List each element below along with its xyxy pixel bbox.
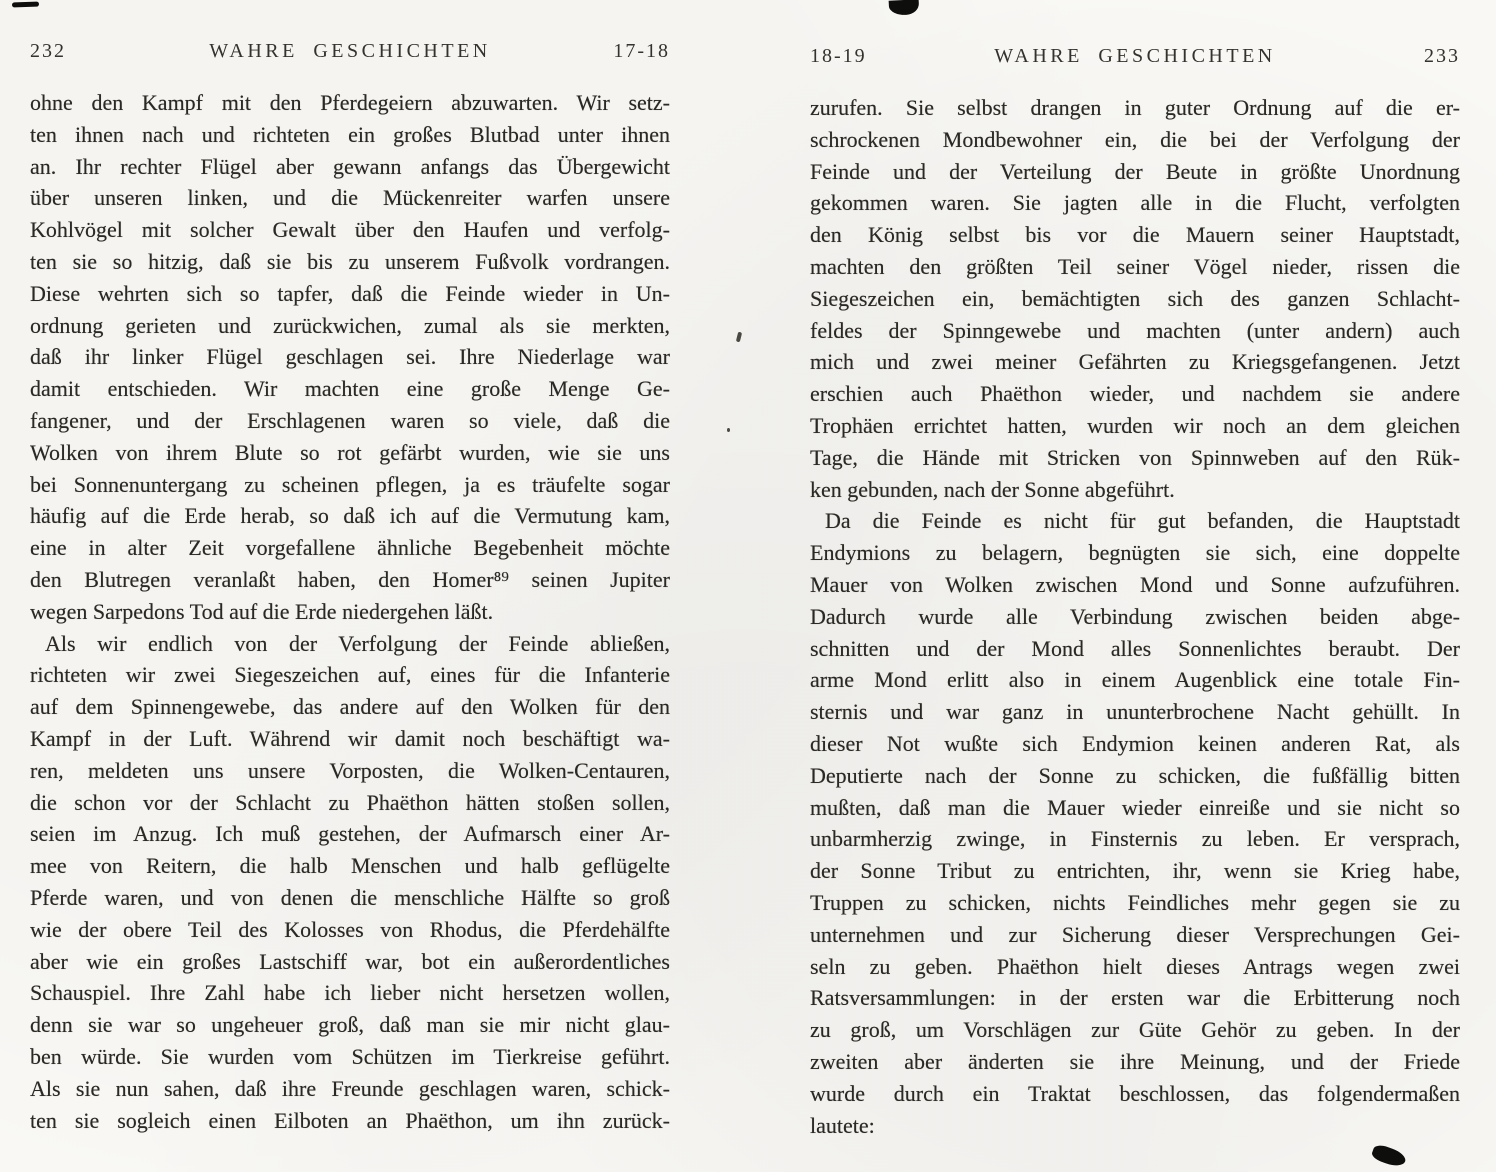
text-line: Diese wehrten sich so tapfer, daß die Feinde wieder in Un- [30, 280, 670, 306]
text-line: Schauspiel. Ihre Zahl habe ich lieber nicht hersetzen wollen, [30, 980, 670, 1006]
text-line: Feinde und der Verteilung der Beute in größte Unordnung [810, 158, 1460, 184]
text-line: zu groß, um Vorschlägen zur Güte Gehör zu geben. In der [810, 1017, 1460, 1043]
text-line: Ratsversammlungen: in der ersten war die Erbitterung noch [810, 985, 1460, 1011]
page-left [30, 0, 670, 1136]
page-header-left [30, 40, 670, 64]
scan-artifact-bottom-right [1370, 1143, 1407, 1170]
text-line: wie der obere Teil des Kolosses von Rhodus, die Pferdehälfte [30, 916, 670, 942]
text-line: ordnung gerieten und zurückwichen, zumal als sie merkten, [30, 312, 670, 338]
running-title: WAHRE GESCHICHTEN [994, 45, 1276, 67]
text-line: gekommen waren. Sie jagten alle in die Flucht, verfolgten [810, 190, 1460, 216]
text-line: ten sie so hitzig, daß sie bis zu unserem Fußvolk vordrangen. [30, 248, 670, 274]
text-line: sternis und war ganz in ununterbrochene Nacht gehüllt. In [810, 699, 1460, 725]
page-text-left [30, 87, 670, 1136]
text-line: Mauer von Wolken zwischen Mond und Sonne aufzuführen. [810, 571, 1460, 597]
text-line: Endymions zu belagern, begnügten sie sich, eine doppelte [810, 540, 1460, 566]
text-line: eine in alter Zeit vorgefallene ähnliche Begebenheit möchte [30, 535, 670, 561]
text-line: richteten wir zwei Siegeszeichen auf, eines für die Infanterie [30, 662, 670, 688]
text-line: schrockenen Mondbewohner ein, die bei der Verfolgung der [810, 126, 1460, 152]
text-line: Truppen zu schicken, nichts Feindliches mehr gegen sie zu [810, 889, 1460, 915]
text-line: Als sie nun sahen, daß ihre Freunde geschlagen waren, schick- [30, 1075, 670, 1101]
text-line: denn sie war so ungeheuer groß, daß man sie mir nicht glau- [30, 1012, 670, 1038]
text-line: ren, meldeten uns unsere Vorposten, die Wolken-Centauren, [30, 757, 670, 783]
text-line: lautete: [810, 1112, 875, 1138]
page-number: 232 [30, 40, 66, 62]
page-number: 233 [1424, 45, 1460, 67]
text-line: Kampf in der Luft. Während wir damit noch beschäftigt wa- [30, 725, 670, 751]
text-line: arme Mond erlitt also in einem Augenblick eine totale Fin- [810, 667, 1460, 693]
scan-speck [727, 428, 730, 432]
text-line: bei Sonnenuntergang zu scheinen pflegen, ja es träufelte sogar [30, 471, 670, 497]
text-line: den König selbst bis vor die Mauern seiner Hauptstadt, [810, 222, 1460, 248]
text-line: über unseren linken, und die Mückenreiter warfen unsere [30, 185, 670, 211]
text-line: Als wir endlich von der Verfolgung der Feinde abließen, [45, 630, 670, 656]
text-line: seln zu geben. Phaëthon hielt dieses Antrags wegen zwei [810, 953, 1460, 979]
text-line: ten ihnen nach und richteten ein großes Blutbad unter ihnen [30, 121, 670, 147]
text-line: Dadurch wurde alle Verbindung zwischen beiden abge- [810, 603, 1460, 629]
text-line: aber wie ein großes Lastschiff war, bot ein außerordentliches [30, 948, 670, 974]
text-line: Pferde waren, und von denen die menschliche Hälfte so groß [30, 884, 670, 910]
text-line: zurufen. Sie selbst drangen in guter Ordnung auf die er- [810, 95, 1460, 120]
text-line: wurde durch ein Traktat beschlossen, das folgendermaßen [810, 1080, 1460, 1106]
text-line: mich und zwei meiner Gefährten zu Kriegsgefangenen. Jetzt [810, 349, 1460, 375]
text-line: auf dem Spinnengewebe, das andere auf den Wolken für den [30, 694, 670, 720]
page-header-right [810, 45, 1460, 69]
text-line: ohne den Kampf mit den Pferdegeiern abzuwarten. Wir setz- [30, 90, 670, 115]
text-line: Siegeszeichen ein, bemächtigten sich des ganzen Schlacht- [810, 285, 1460, 311]
text-line: ben würde. Sie wurden vom Schützen im Tierkreise geführt. [30, 1043, 670, 1069]
text-line: daß ihr linker Flügel geschlagen sei. Ihre Niederlage war [30, 344, 670, 370]
text-line: feldes der Spinngewebe und machten (unter andern) auch [810, 317, 1460, 343]
text-line: seien im Anzug. Ich muß gestehen, der Aufmarsch einer Ar- [30, 821, 670, 847]
text-line: unbarmherzig zwinge, in Finsternis zu leben. Er versprach, [810, 826, 1460, 852]
chapter-marker: 17-18 [613, 40, 670, 62]
scan-artifact-top-left [12, 2, 39, 8]
text-line: ken gebunden, nach der Sonne abgeführt. [810, 476, 1175, 502]
text-line: Trophäen errichtet hatten, wurden wir noch an dem gleichen [810, 412, 1460, 438]
text-line: unternehmen und zur Sicherung dieser Versprechungen Gei- [810, 921, 1460, 947]
text-line: ten sie sogleich einen Eilboten an Phaëthon, um ihn zurück- [30, 1107, 670, 1133]
text-line: der Sonne Tribut zu entrichten, ihr, wenn sie Krieg habe, [810, 858, 1460, 884]
text-line: damit entschieden. Wir machten eine große Menge Ge- [30, 376, 670, 402]
text-line: schnitten und der Mond alles Sonnenlichtes beraubt. Der [810, 635, 1460, 661]
text-line: dieser Not wußte sich Endymion keinen anderen Rat, als [810, 730, 1460, 756]
text-line: Wolken von ihrem Blute so rot gefärbt wurden, wie sie uns [30, 439, 670, 465]
text-line: zweiten aber änderten sie ihre Meinung, und der Friede [810, 1048, 1460, 1074]
text-line: erschien auch Phaëthon wieder, und nachdem sie andere [810, 381, 1460, 407]
text-line: Da die Feinde es nicht für gut befanden, die Hauptstadt [825, 508, 1460, 534]
page-text-right [810, 92, 1460, 1141]
text-line: die schon vor der Schlacht zu Phaëthon hätten stoßen sollen, [30, 789, 670, 815]
text-line: häufig auf die Erde herab, so daß ich auf die Vermutung kam, [30, 503, 670, 529]
text-line: Kohlvögel mit solcher Gewalt über den Haufen und verfolg- [30, 217, 670, 243]
text-line: mee von Reitern, die halb Menschen und halb geflügelte [30, 853, 670, 879]
text-line: machten den größten Teil seiner Vögel nieder, rissen die [810, 253, 1460, 279]
text-line: Tage, die Hände mit Stricken von Spinnweben auf den Rük- [810, 444, 1460, 470]
running-title: WAHRE GESCHICHTEN [209, 40, 491, 62]
text-line: an. Ihr rechter Flügel aber gewann anfangs das Übergewicht [30, 153, 670, 179]
text-line: mußten, daß man die Mauer wieder einreiße und sie nicht so [810, 794, 1460, 820]
text-line: wegen Sarpedons Tod auf die Erde niedergehen läßt. [30, 598, 494, 624]
text-line: fangener, und der Erschlagenen waren so viele, daß die [30, 407, 670, 433]
chapter-marker: 18-19 [810, 45, 867, 67]
text-line: Deputierte nach der Sonne zu schicken, die fußfällig bitten [810, 762, 1460, 788]
scan-speck [736, 332, 742, 343]
text-line: den Blutregen veranlaßt haben, den Homer⁸⁹ seinen Jupiter [30, 566, 670, 592]
page-right [810, 0, 1460, 1141]
